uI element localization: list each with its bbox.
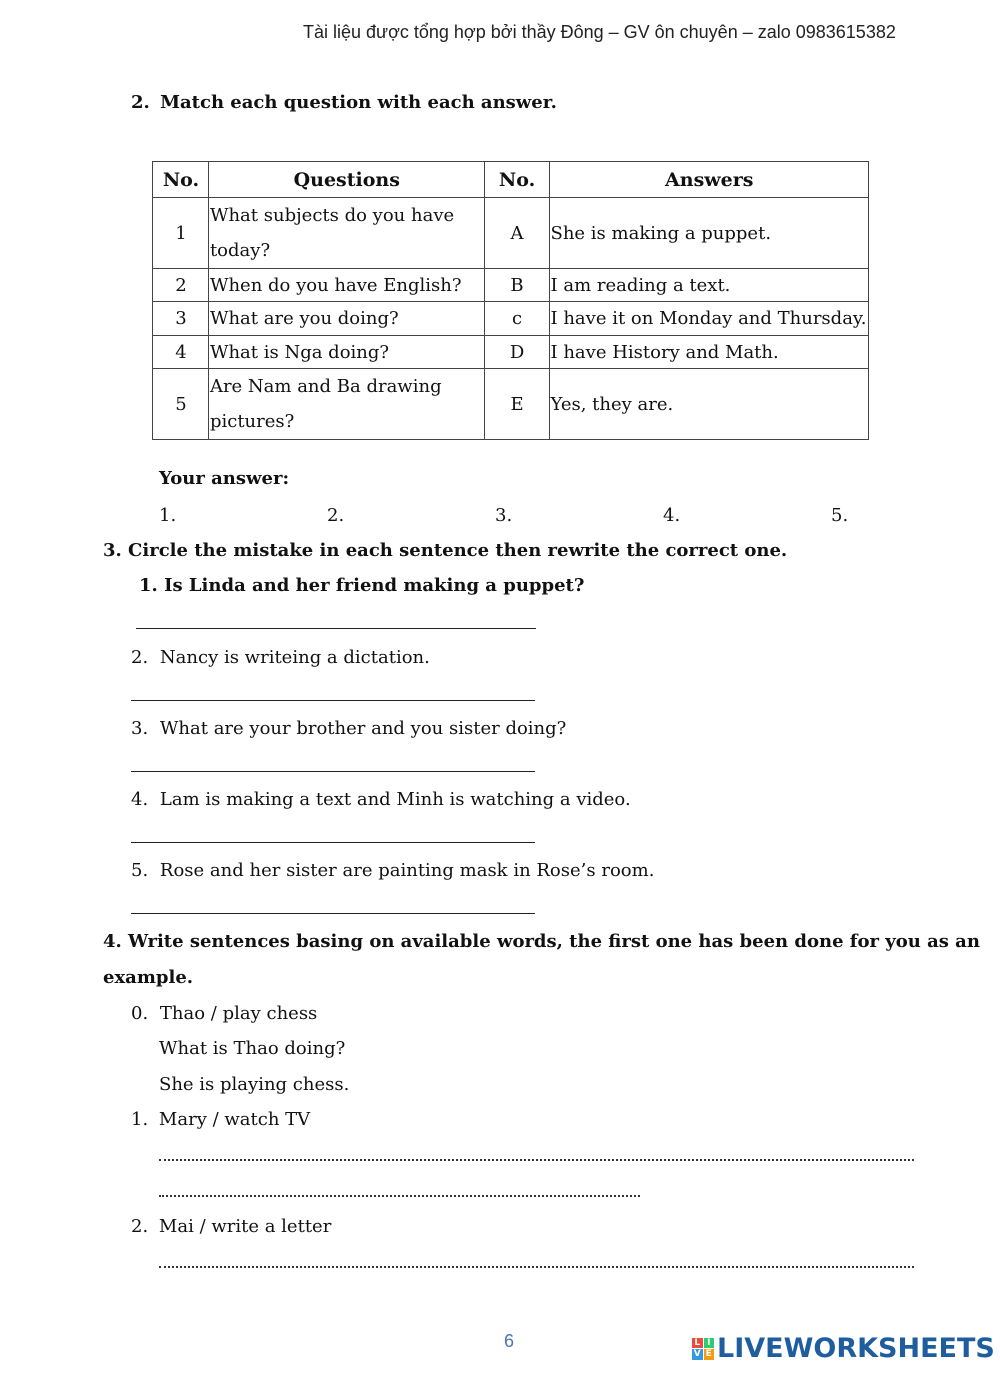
liveworksheets-logo: [692, 1333, 995, 1364]
answer-slot-4[interactable]: 4.: [663, 505, 681, 526]
table-header-row: [153, 162, 869, 198]
row-number: 2: [153, 269, 209, 302]
rewrite-line-3[interactable]: [131, 771, 535, 772]
rewrite-line-5[interactable]: [131, 913, 535, 914]
row-answer: Yes, they are.: [549, 369, 869, 440]
row-question: Are Nam and Ba drawing pictures?: [208, 369, 484, 440]
section3-item-3: [131, 718, 566, 739]
item-number: 4.: [131, 789, 149, 810]
section3-title: 3. Circle the mistake in each sentence then rewrite the correct one.: [103, 540, 788, 561]
row-letter: A: [484, 198, 549, 269]
item-number: 2.: [131, 647, 149, 668]
section4-item-2: [131, 1216, 331, 1237]
table-row: [153, 336, 869, 369]
row-number: 1: [153, 198, 209, 269]
section4-title-line2: example.: [103, 967, 194, 988]
your-answer-label: Your answer:: [159, 468, 290, 489]
item-text: Rose and her sister are painting mask in Rose’s room.: [159, 860, 655, 881]
rewrite-line-4[interactable]: [131, 842, 535, 843]
header-no: No.: [153, 162, 209, 198]
dotted-answer-line-2a[interactable]: [159, 1266, 914, 1268]
row-answer: I have History and Math.: [549, 336, 869, 369]
row-answer: She is making a puppet.: [549, 198, 869, 269]
header-answers: Answers: [549, 162, 869, 198]
section3-item-2: [131, 647, 430, 668]
item-text: Mai / write a letter: [158, 1216, 332, 1237]
section3-item-5: [131, 860, 654, 881]
row-number: 5: [153, 369, 209, 440]
item-text: Mary / watch TV: [158, 1109, 311, 1130]
item-text: Nancy is writeing a dictation.: [159, 647, 430, 668]
table-row: [153, 302, 869, 336]
row-answer: I have it on Monday and Thursday.: [549, 302, 869, 336]
page-header: Tài liệu được tổng hợp bởi thầy Đông – GV ôn chuyên – zalo 0983615382: [303, 22, 896, 42]
section4-item-1: [131, 1109, 310, 1130]
logo-mark-icon: L I V E: [692, 1338, 714, 1360]
section2-number: 2.: [131, 92, 150, 113]
row-question: When do you have English?: [208, 269, 484, 302]
row-letter: E: [484, 369, 549, 440]
item-number: 5.: [131, 860, 149, 881]
answer-slot-1[interactable]: 1.: [159, 505, 177, 526]
row-answer: I am reading a text.: [549, 269, 869, 302]
row-letter: B: [484, 269, 549, 302]
item-text: Lam is making a text and Minh is watching a video.: [159, 789, 631, 810]
item-text: What are your brother and you sister doing?: [159, 718, 567, 739]
row-letter: D: [484, 336, 549, 369]
row-number: 3: [153, 302, 209, 336]
row-question: What subjects do you have today?: [208, 198, 484, 269]
row-question: What is Nga doing?: [208, 336, 484, 369]
item-text: Thao / play chess: [159, 1003, 318, 1024]
table-row: [153, 198, 869, 269]
section3-item-4: [131, 789, 631, 810]
answer-slot-5[interactable]: 5.: [831, 505, 849, 526]
example-question: What is Thao doing?: [159, 1038, 346, 1059]
header-questions: Questions: [208, 162, 484, 198]
row-number: 4: [153, 336, 209, 369]
section4-title-line1: 4. Write sentences basing on available words, the first one has been done for you as an: [103, 931, 980, 952]
answer-slot-3[interactable]: 3.: [495, 505, 513, 526]
table-row: [153, 369, 869, 440]
item-number: 1.: [139, 575, 158, 596]
answer-slot-2[interactable]: 2.: [327, 505, 345, 526]
row-letter: c: [484, 302, 549, 336]
rewrite-line-2[interactable]: [131, 700, 535, 701]
example-answer: She is playing chess.: [159, 1074, 350, 1095]
page-number: 6: [504, 1331, 515, 1351]
item-number: 1.: [131, 1109, 149, 1130]
dotted-answer-line-1a[interactable]: [159, 1159, 914, 1161]
item-text: Is Linda and her friend making a puppet?: [164, 575, 585, 596]
item-number: 2.: [131, 1216, 149, 1237]
dotted-answer-line-1b[interactable]: [159, 1195, 640, 1197]
row-question: What are you doing?: [208, 302, 484, 336]
rewrite-line-1[interactable]: [136, 628, 536, 629]
example-prompt: [131, 1003, 317, 1024]
section3-item-1: [139, 575, 584, 596]
table-row: [153, 269, 869, 302]
matching-table: [152, 161, 869, 440]
header-letter: No.: [484, 162, 549, 198]
logo-text: LIVEWORKSHEETS: [717, 1333, 995, 1364]
item-number: 0.: [131, 1003, 149, 1024]
item-number: 3.: [131, 718, 149, 739]
section2-title: [131, 92, 557, 113]
section2-title-text: Match each question with each answer.: [160, 92, 557, 113]
